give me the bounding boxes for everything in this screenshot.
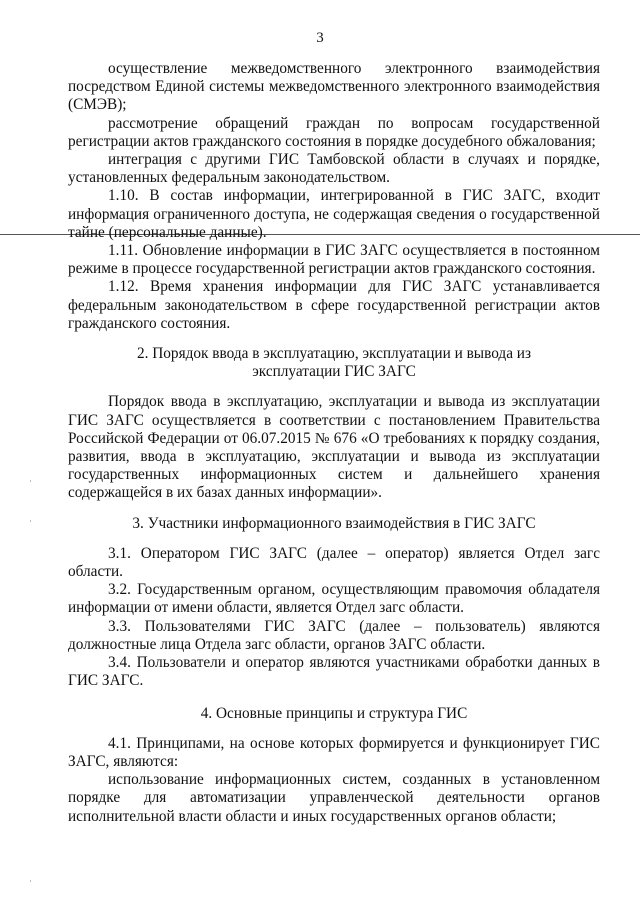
section-2-heading-line-1: 2. Порядок ввода в эксплуатацию, эксплуатации и вывода из	[136, 345, 532, 363]
page-number: 3	[316, 30, 324, 46]
paragraph-1-10: 1.10. В состав информации, интегрированной в ГИС ЗАГС, входит информация ограниченного доступа, не содержащая сведения о государственной тайне (персональные данные).	[68, 187, 600, 241]
paragraph-4-1-item: использование информационных систем, созданных в установленном порядке для автоматизации управленческой деятельности органов исполнительной власти области и иных государственных органов области;	[68, 771, 600, 825]
scan-dot	[30, 880, 31, 882]
paragraph-3-2: 3.2. Государственным органом, осуществляющим правомочия обладателя информации от имени области, является Отдел загс области.	[68, 581, 600, 617]
paragraph-1-11: 1.11. Обновление информации в ГИС ЗАГС осуществляется в постоянном режиме в процессе государственной регистрации актов гражданского состояния.	[68, 242, 600, 278]
section-3-heading: 3. Участники информационного взаимодействия в ГИС ЗАГС	[132, 514, 536, 532]
paragraph-3-4: 3.4. Пользователи и оператор являются участниками обработки данных в ГИС ЗАГС.	[68, 654, 600, 690]
paragraph-4-1: 4.1. Принципами, на основе которых формируется и функционирует ГИС ЗАГС, являются:	[68, 734, 600, 770]
paragraph-appeals: рассмотрение обращений граждан по вопросам государственной регистрации актов гражданского состояния в порядке досудебного обжалования;	[68, 114, 600, 150]
section-2-heading	[68, 345, 600, 381]
section-4-heading: 4. Основные принципы и структура ГИС	[200, 704, 468, 722]
scan-dot	[30, 520, 31, 522]
paragraph-integration: интеграция с другими ГИС Тамбовской области в случаях и порядке, установленных федеральным законодательством.	[68, 151, 600, 187]
paragraph-smev: осуществление межведомственного электронного взаимодействия посредством Единой системы межведомственного электронного взаимодействия (СМЭВ);	[68, 60, 600, 114]
scan-dot	[30, 480, 31, 482]
paragraph-1-12: 1.12. Время хранения информации для ГИС ЗАГС устанавливается федеральным законодательством в сфере государственной регистрации актов гражданского состояния.	[68, 278, 600, 332]
paragraph-3-1: 3.1. Оператором ГИС ЗАГС (далее – оператор) является Отдел загс области.	[68, 544, 600, 581]
document-body	[68, 60, 600, 826]
section-2-text: Порядок ввода в эксплуатацию, эксплуатации и вывода из эксплуатации ГИС ЗАГС осуществляется в соответствии с постановлением Правительства Российской Федерации от 06.07.2015 № 676 «О требованиях к порядку создания, развития, ввода в эксплуатацию, эксплуатации и вывода из эксплуатации государственных информационных систем и дальнейшего хранения содержащейся в их базах данных информации».	[68, 393, 600, 502]
section-2-heading-line-2: эксплуатации ГИС ЗАГС	[252, 363, 416, 381]
paragraph-3-3: 3.3. Пользователями ГИС ЗАГС (далее – пользователь) являются должностные лица Отдела загс области, органов ЗАГС области.	[68, 617, 600, 653]
